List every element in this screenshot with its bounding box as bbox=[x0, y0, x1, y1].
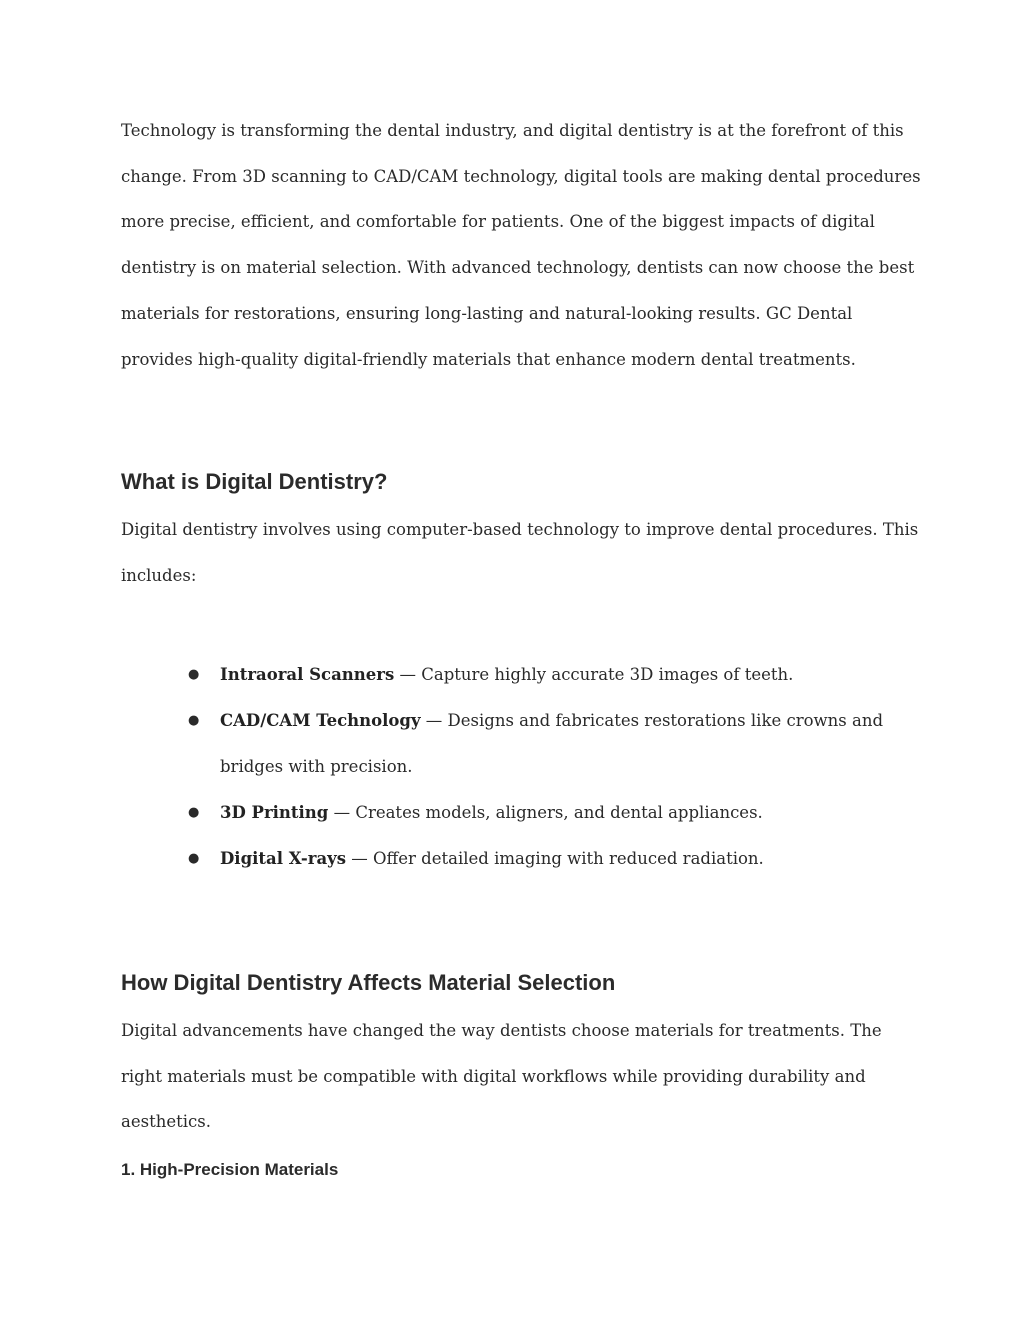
list-item-term: Intraoral Scanners bbox=[220, 665, 395, 684]
bullet-icon: ● bbox=[188, 851, 200, 866]
subheading-high-precision-materials: 1. High-Precision Materials bbox=[121, 1160, 339, 1179]
list-item-description: — Creates models, aligners, and dental appliances. bbox=[328, 803, 763, 822]
section-heading-what-is-digital-dentistry: What is Digital Dentistry? bbox=[121, 469, 388, 494]
what-is-paragraph: Digital dentistry involves using computer-based technology to improve dental procedures. This includes: bbox=[121, 520, 919, 585]
section-heading-material-selection: How Digital Dentistry Affects Material Selection bbox=[121, 970, 616, 995]
bullet-icon: ● bbox=[188, 667, 200, 682]
list-item-term: CAD/CAM Technology bbox=[220, 711, 421, 730]
list-item-description: — Designs and fabricates restorations like crowns and bridges with precision. bbox=[220, 711, 884, 776]
technology-list bbox=[188, 652, 920, 882]
bullet-icon: ● bbox=[188, 805, 200, 820]
list-item-description: — Capture highly accurate 3D images of teeth. bbox=[394, 665, 794, 684]
intro-paragraph: Technology is transforming the dental industry, and digital dentistry is at the forefront of this change. From 3D scanning to CAD/CAM technology, digital tools are making dental procedures more precise, efficient, and comfortable for patients. One of the biggest impacts of digital dentistry is on material selection. With advanced technology, dentists can now choose the best materials for restorations, ensuring long-lasting and natural-looking results. GC Dental provides high-quality digital-friendly materials that enhance modern dental treatments. bbox=[121, 121, 921, 369]
list-item bbox=[188, 790, 920, 836]
material-selection-paragraph: Digital advancements have changed the way dentists choose materials for treatments. The right materials must be compatible with digital workflows while providing durability and aesthetics. bbox=[121, 1021, 882, 1132]
list-item-description: — Offer detailed imaging with reduced radiation. bbox=[346, 849, 764, 868]
bullet-icon: ● bbox=[188, 713, 200, 728]
list-item bbox=[188, 698, 920, 790]
list-item bbox=[188, 652, 920, 698]
list-item-term: Digital X-rays bbox=[220, 849, 347, 868]
list-item-term: 3D Printing bbox=[220, 803, 329, 822]
list-item bbox=[188, 836, 920, 882]
